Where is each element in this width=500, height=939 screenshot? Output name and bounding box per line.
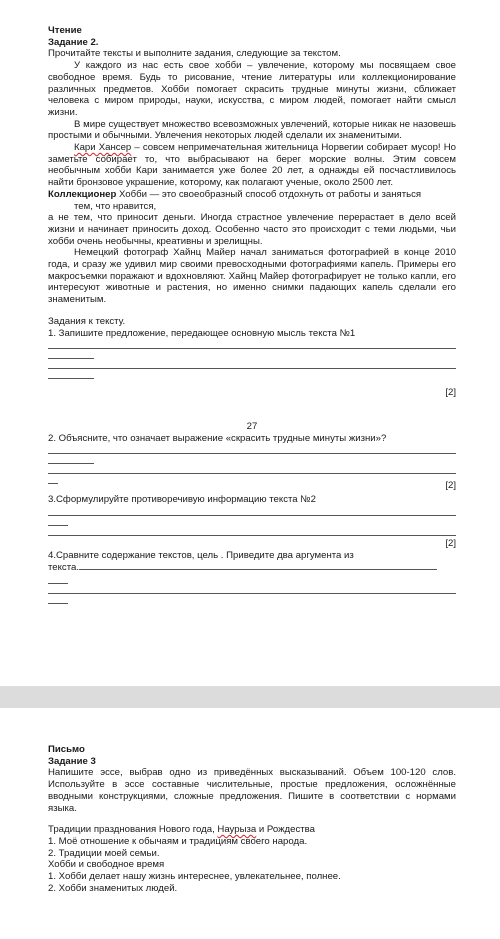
text3-paragraph-2: Немецкий фотограф Хайнц Майер начал заниматься фотографией в конце 2010 года, и сразу же удивил мир своими превосходными фотографиями капель. Примеры его макросъемки поражают и вдохновляют. Хайнц Майер фотографирует не только капли, его интересуют животные и растения, но именно снимки падающих капель сделали его знаменитым.: [48, 247, 456, 306]
answer-line-short: [48, 525, 68, 526]
answer-line: [48, 473, 456, 474]
text2-name: Кари Хансер: [74, 142, 132, 154]
text3-line1: Хобби — это своеобразный способ отдохнуть от работы и заняться: [116, 188, 422, 200]
text3-paragraph-1: а не тем, что приносит деньги. Иногда страстное увлечение перерастает в дело всей жизни и начинает приносить доход. Особенно часто это происходит с теми людьми, чьи хобби очень необычны, креативны и зрелищны.: [48, 212, 456, 247]
topic-1: [48, 824, 456, 836]
answer-line: [48, 593, 456, 594]
answer-line: [48, 453, 456, 454]
question-4-line-1: 4.Сравните содержание текстов, цель . Приведите два аргумента из: [48, 549, 354, 561]
topic-2: Хобби и свободное время: [48, 859, 165, 871]
text1-paragraph-1: У каждого из нас есть свое хобби – увлечение, которому мы посвящаем свое свободное время. Будь то рисование, чтение литературы или коллекционирование различных предметов. Хобби помогает скрасить трудные минуты жизни, сближает человека с миром природы, науки, искусства, с миром людей, помогает найти смысл жизни.: [48, 60, 456, 118]
answer-line-short: [48, 378, 94, 379]
question-4-line-2: [48, 561, 456, 574]
answer-line: [48, 348, 456, 349]
text2-paragraph: [48, 142, 456, 189]
tasks-heading: Задания к тексту.: [48, 315, 126, 327]
answer-line-short: [48, 583, 68, 584]
text3-first-line: [48, 189, 456, 201]
answer-line: [48, 368, 456, 369]
section-title-writing: Письмо: [48, 744, 85, 755]
answer-line-short: [48, 463, 94, 464]
answer-line: [48, 535, 456, 536]
question-3: 3.Сформулируйте противоречивую информацию текста №2: [48, 494, 316, 506]
answer-line: [48, 515, 456, 516]
text3-line2: тем, что нравится,: [74, 200, 157, 212]
topic-1-item-1: 1. Моё отношение к обычаям и традициям своего народа.: [48, 835, 308, 847]
topic-1-text: Традиции празднования Нового года,: [48, 824, 218, 836]
task-2-title: Задание 2.: [48, 36, 99, 48]
topic-1-name: Наурыза: [217, 824, 257, 836]
section-title-reading: Чтение: [48, 25, 82, 36]
answer-line-short: [48, 358, 94, 359]
topic-1-item-2: 2. Традиции моей семьи.: [48, 847, 160, 859]
score-mark-q1: [2]: [445, 387, 456, 399]
topic-1-text-end: и Рождества: [256, 824, 315, 836]
text3-heading: Коллекционер: [48, 188, 117, 200]
text1-paragraph-2: В мире существует множество всевозможных увлечений, которые никак не назовешь простыми и обычными. Увлечения некоторых людей сделали их знаменитыми.: [48, 118, 456, 142]
task-3-instruction: Напишите эссе, выбрав одно из приведённых высказываний. Объем 100-120 слов. Используйте в эссе составные числительные, простые предложения, осложнённые вводными конструкциями, сложные предложения. Пишите в соответствии с нормами языка.: [48, 767, 456, 814]
question-2: 2. Объясните, что означает выражение «скрасить трудные минуты жизни»?: [48, 432, 387, 444]
question-4-text: текста.: [48, 562, 80, 574]
task-3-title: Задание 3: [48, 755, 96, 767]
topic-2-item-1: 1. Хобби делает нашу жизнь интереснее, увлекательнее, полнее.: [48, 871, 341, 883]
topic-2-item-2: 2. Хобби знаменитых людей.: [48, 882, 178, 894]
worksheet-page-2: [0, 708, 500, 939]
text2-body: – совсем непримечательная жительница Норвегии собирает мусор! Но заметьте собирает то, что выбрасывают на берег морские волны. Этим совсем необычным хобби Кари занимается уже более 20 лет, а однажды ей посчастливилось найти бронзовое украшение, которому, как полагают ученые, около 2500 лет.: [48, 142, 456, 189]
score-mark-q3: [2]: [445, 537, 456, 549]
score-mark-q2: [2]: [445, 480, 456, 492]
page-separator: [0, 686, 500, 708]
task-2-instruction: Прочитайте тексты и выполните задания, следующие за текстом.: [48, 48, 341, 60]
answer-line-short: [48, 603, 68, 604]
answer-line-inline: [79, 561, 437, 570]
page-number: 27: [246, 420, 258, 432]
question-1: 1. Запишите предложение, передающее основную мысль текста №1: [48, 327, 356, 339]
